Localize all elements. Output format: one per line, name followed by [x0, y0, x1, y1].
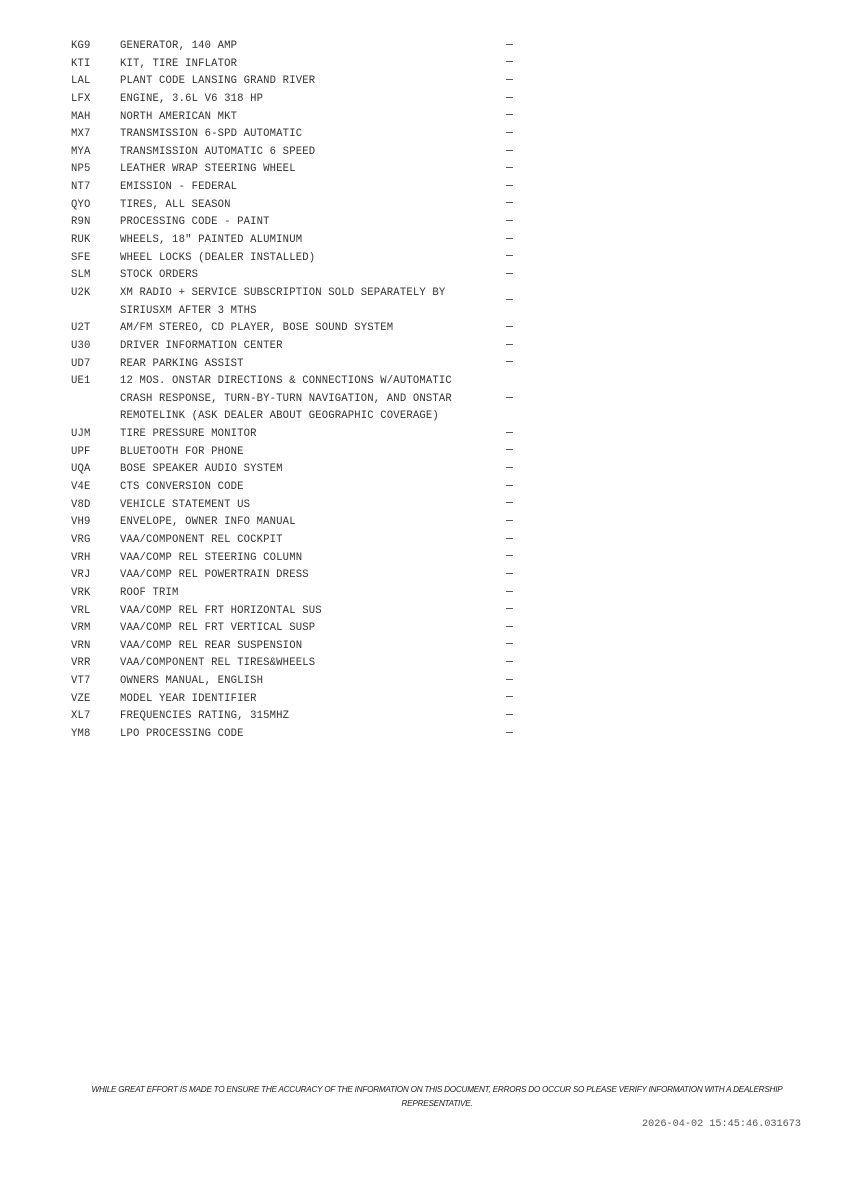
- option-description-line: NORTH AMERICAN MKT: [120, 110, 238, 123]
- no-price-dash: [506, 520, 513, 521]
- option-row: [71, 214, 521, 232]
- no-price-dash: [506, 397, 513, 398]
- option-description: [120, 532, 503, 550]
- option-code: R9N: [71, 216, 91, 229]
- option-description-line: VAA/COMP REL POWERTRAIN DRESS: [120, 569, 309, 582]
- option-row: [71, 655, 521, 673]
- option-description-line: VAA/COMP REL REAR SUSPENSION: [120, 639, 303, 652]
- option-price: [503, 214, 521, 232]
- option-code: XL7: [71, 710, 91, 723]
- option-description-line: XM RADIO + SERVICE SUBSCRIPTION SOLD SEPARATELY BY: [120, 286, 446, 299]
- option-description: [120, 585, 503, 603]
- option-row: [71, 479, 521, 497]
- option-price: [503, 585, 521, 603]
- option-description: [120, 197, 503, 215]
- option-description-line: BOSE SPEAKER AUDIO SYSTEM: [120, 463, 283, 476]
- option-description-line: REMOTELINK (ASK DEALER ABOUT GEOGRAPHIC COVERAGE): [120, 410, 439, 423]
- option-description: [120, 373, 503, 426]
- option-code: MX7: [71, 128, 91, 141]
- no-price-dash: [506, 150, 513, 151]
- no-price-dash: [506, 185, 513, 186]
- option-code: VRH: [71, 551, 91, 564]
- option-row: [71, 532, 521, 550]
- option-row: [71, 514, 521, 532]
- option-price: [503, 38, 521, 56]
- option-description-line: SIRIUSXM AFTER 3 MTHS: [120, 304, 257, 317]
- generated-timestamp: 2026-04-02 15:45:46.031673: [642, 1119, 801, 1130]
- option-description-line: AM/FM STEREO, CD PLAYER, BOSE SOUND SYSTEM: [120, 322, 394, 335]
- option-row: [71, 550, 521, 568]
- option-price: [503, 197, 521, 215]
- option-description-line: VAA/COMP REL STEERING COLUMN: [120, 551, 303, 564]
- option-code: NT7: [71, 181, 91, 194]
- option-code: VH9: [71, 516, 91, 529]
- no-price-dash: [506, 485, 513, 486]
- option-description: [120, 514, 503, 532]
- option-description: [120, 726, 503, 744]
- option-description: [120, 550, 503, 568]
- option-row: [71, 144, 521, 162]
- option-code: YM8: [71, 727, 91, 740]
- option-description-line: LEATHER WRAP STEERING WHEEL: [120, 163, 296, 176]
- option-code: KTI: [71, 57, 91, 70]
- no-price-dash: [506, 591, 513, 592]
- option-description-line: ROOF TRIM: [120, 586, 179, 599]
- options-list: [71, 38, 521, 744]
- option-code: UPF: [71, 445, 91, 458]
- option-description-line: LPO PROCESSING CODE: [120, 727, 244, 740]
- option-description: [120, 655, 503, 673]
- option-description-line: KIT, TIRE INFLATOR: [120, 57, 238, 70]
- option-description-line: TRANSMISSION AUTOMATIC 6 SPEED: [120, 145, 316, 158]
- no-price-dash: [506, 114, 513, 115]
- no-price-dash: [506, 299, 513, 300]
- no-price-dash: [506, 573, 513, 574]
- no-price-dash: [506, 273, 513, 274]
- option-row: [71, 426, 521, 444]
- option-row: [71, 38, 521, 56]
- option-code: UD7: [71, 357, 91, 370]
- option-description: [120, 250, 503, 268]
- option-description-line: CRASH RESPONSE, TURN-BY-TURN NAVIGATION, AND ONSTAR: [120, 392, 452, 405]
- no-price-dash: [506, 555, 513, 556]
- option-code: LAL: [71, 75, 91, 88]
- option-description-line: EMISSION - FEDERAL: [120, 181, 238, 194]
- option-price: [503, 726, 521, 744]
- option-code: U2T: [71, 322, 91, 335]
- option-description: [120, 214, 503, 232]
- no-price-dash: [506, 79, 513, 80]
- option-code: MYA: [71, 145, 91, 158]
- option-price: [503, 620, 521, 638]
- option-row: [71, 708, 521, 726]
- no-price-dash: [506, 608, 513, 609]
- option-price: [503, 179, 521, 197]
- option-code: KG9: [71, 40, 91, 52]
- option-price: [503, 356, 521, 374]
- option-row: [71, 338, 521, 356]
- no-price-dash: [506, 732, 513, 733]
- no-price-dash: [506, 326, 513, 327]
- option-description: [120, 461, 503, 479]
- option-row: [71, 461, 521, 479]
- option-price: [503, 532, 521, 550]
- option-description-line: TIRES, ALL SEASON: [120, 198, 231, 211]
- option-price: [503, 655, 521, 673]
- option-row: [71, 285, 521, 320]
- option-description-line: PROCESSING CODE - PAINT: [120, 216, 270, 229]
- option-row: [71, 356, 521, 374]
- no-price-dash: [506, 467, 513, 468]
- option-description: [120, 444, 503, 462]
- option-price: [503, 638, 521, 656]
- option-code: VRG: [71, 533, 91, 546]
- option-row: [71, 726, 521, 744]
- option-price: [503, 479, 521, 497]
- option-code: SLM: [71, 269, 91, 282]
- option-price: [503, 497, 521, 515]
- option-row: [71, 691, 521, 709]
- option-description: [120, 479, 503, 497]
- option-code: VRN: [71, 639, 91, 652]
- option-description: [120, 497, 503, 515]
- option-code: QYO: [71, 198, 91, 211]
- no-price-dash: [506, 449, 513, 450]
- option-code: VRM: [71, 622, 91, 635]
- option-description-line: VEHICLE STATEMENT US: [120, 498, 251, 511]
- option-description-line: ENGINE, 3.6L V6 318 HP: [120, 92, 264, 105]
- option-description: [120, 708, 503, 726]
- option-code: NP5: [71, 163, 91, 176]
- option-description: [120, 267, 503, 285]
- option-row: [71, 179, 521, 197]
- option-price: [503, 567, 521, 585]
- option-code: UQA: [71, 463, 91, 476]
- option-description: [120, 126, 503, 144]
- option-price: [503, 232, 521, 250]
- option-price: [503, 56, 521, 74]
- option-code: VRJ: [71, 569, 91, 582]
- option-description-line: PLANT CODE LANSING GRAND RIVER: [120, 75, 316, 88]
- option-code: UJM: [71, 428, 91, 441]
- option-row: [71, 267, 521, 285]
- option-code: VZE: [71, 692, 91, 705]
- option-price: [503, 673, 521, 691]
- option-row: [71, 126, 521, 144]
- no-price-dash: [506, 643, 513, 644]
- option-code: V8D: [71, 498, 91, 511]
- option-code: SFE: [71, 251, 91, 264]
- option-description: [120, 109, 503, 127]
- option-price: [503, 373, 521, 426]
- option-price: [503, 338, 521, 356]
- option-description: [120, 338, 503, 356]
- option-row: [71, 197, 521, 215]
- option-code: MAH: [71, 110, 91, 123]
- option-price: [503, 73, 521, 91]
- no-price-dash: [506, 220, 513, 221]
- option-description-line: ENVELOPE, OWNER INFO MANUAL: [120, 516, 296, 529]
- option-code: RUK: [71, 234, 91, 247]
- option-code: VT7: [71, 675, 91, 688]
- no-price-dash: [506, 626, 513, 627]
- option-description: [120, 232, 503, 250]
- no-price-dash: [506, 238, 513, 239]
- option-price: [503, 691, 521, 709]
- option-price: [503, 550, 521, 568]
- option-description: [120, 673, 503, 691]
- option-description: [120, 356, 503, 374]
- option-price: [503, 514, 521, 532]
- option-description: [120, 179, 503, 197]
- option-price: [503, 91, 521, 109]
- option-price: [503, 250, 521, 268]
- no-price-dash: [506, 61, 513, 62]
- option-description-line: DRIVER INFORMATION CENTER: [120, 339, 283, 352]
- no-price-dash: [506, 679, 513, 680]
- option-description-line: VAA/COMP REL FRT HORIZONTAL SUS: [120, 604, 322, 617]
- option-description-line: VAA/COMPONENT REL COCKPIT: [120, 533, 283, 546]
- no-price-dash: [506, 255, 513, 256]
- option-row: [71, 567, 521, 585]
- option-row: [71, 673, 521, 691]
- option-description: [120, 56, 503, 74]
- option-description-line: OWNERS MANUAL, ENGLISH: [120, 675, 264, 688]
- option-price: [503, 267, 521, 285]
- option-price: [503, 161, 521, 179]
- option-code: VRK: [71, 586, 91, 599]
- option-price: [503, 320, 521, 338]
- option-description: [120, 567, 503, 585]
- option-description-line: 12 MOS. ONSTAR DIRECTIONS & CONNECTIONS W/AUTOMATIC: [120, 375, 452, 388]
- option-description: [120, 691, 503, 709]
- option-description-line: REAR PARKING ASSIST: [120, 357, 244, 370]
- option-row: [71, 161, 521, 179]
- option-description-line: GENERATOR, 140 AMP: [120, 40, 238, 52]
- option-row: [71, 373, 521, 426]
- option-description: [120, 603, 503, 621]
- option-row: [71, 444, 521, 462]
- options-table: [71, 38, 521, 744]
- option-description-line: BLUETOOTH FOR PHONE: [120, 445, 244, 458]
- no-price-dash: [506, 167, 513, 168]
- option-description: [120, 620, 503, 638]
- option-price: [503, 285, 521, 320]
- option-row: [71, 320, 521, 338]
- option-code: VRR: [71, 657, 91, 670]
- option-row: [71, 91, 521, 109]
- option-description: [120, 38, 503, 56]
- option-code: V4E: [71, 481, 91, 494]
- no-price-dash: [506, 661, 513, 662]
- option-description-line: FREQUENCIES RATING, 315MHZ: [120, 710, 290, 723]
- option-code: U30: [71, 339, 91, 352]
- option-code: U2K: [71, 286, 91, 299]
- no-price-dash: [506, 714, 513, 715]
- no-price-dash: [506, 696, 513, 697]
- no-price-dash: [506, 202, 513, 203]
- option-row: [71, 250, 521, 268]
- option-description: [120, 73, 503, 91]
- option-row: [71, 232, 521, 250]
- option-price: [503, 144, 521, 162]
- no-price-dash: [506, 538, 513, 539]
- no-price-dash: [506, 132, 513, 133]
- option-row: [71, 585, 521, 603]
- option-description-line: VAA/COMP REL FRT VERTICAL SUSP: [120, 622, 316, 635]
- no-price-dash: [506, 344, 513, 345]
- option-price: [503, 708, 521, 726]
- option-description: [120, 320, 503, 338]
- option-row: [71, 109, 521, 127]
- no-price-dash: [506, 502, 513, 503]
- option-row: [71, 620, 521, 638]
- option-price: [503, 461, 521, 479]
- option-row: [71, 56, 521, 74]
- option-description-line: WHEEL LOCKS (DEALER INSTALLED): [120, 251, 316, 264]
- option-description: [120, 285, 503, 320]
- option-row: [71, 497, 521, 515]
- option-description: [120, 91, 503, 109]
- option-description: [120, 144, 503, 162]
- option-row: [71, 603, 521, 621]
- option-description-line: TIRE PRESSURE MONITOR: [120, 428, 257, 441]
- option-code: VRL: [71, 604, 91, 617]
- option-description-line: WHEELS, 18" PAINTED ALUMINUM: [120, 234, 303, 247]
- option-price: [503, 426, 521, 444]
- option-description: [120, 161, 503, 179]
- option-code: LFX: [71, 92, 91, 105]
- disclaimer-text: WHILE GREAT EFFORT IS MADE TO ENSURE THE ACCURACY OF THE INFORMATION ON THIS DOCUMENT, ERRORS DO OCCUR SO PLEASE VERIFY INFORMATION WITH A DEALERSHIP REPRESENTATIVE.: [91, 1085, 783, 1108]
- option-description-line: CTS CONVERSION CODE: [120, 481, 244, 494]
- no-price-dash: [506, 361, 513, 362]
- option-price: [503, 444, 521, 462]
- option-description: [120, 638, 503, 656]
- option-row: [71, 638, 521, 656]
- option-description-line: STOCK ORDERS: [120, 269, 199, 282]
- option-description: [120, 426, 503, 444]
- option-code: UE1: [71, 375, 91, 388]
- option-description-line: MODEL YEAR IDENTIFIER: [120, 692, 257, 705]
- option-price: [503, 126, 521, 144]
- no-price-dash: [506, 432, 513, 433]
- option-description-line: TRANSMISSION 6-SPD AUTOMATIC: [120, 128, 303, 141]
- no-price-dash: [506, 44, 513, 45]
- option-price: [503, 603, 521, 621]
- option-price: [503, 109, 521, 127]
- option-row: [71, 73, 521, 91]
- option-description-line: VAA/COMPONENT REL TIRES&WHEELS: [120, 657, 316, 670]
- no-price-dash: [506, 97, 513, 98]
